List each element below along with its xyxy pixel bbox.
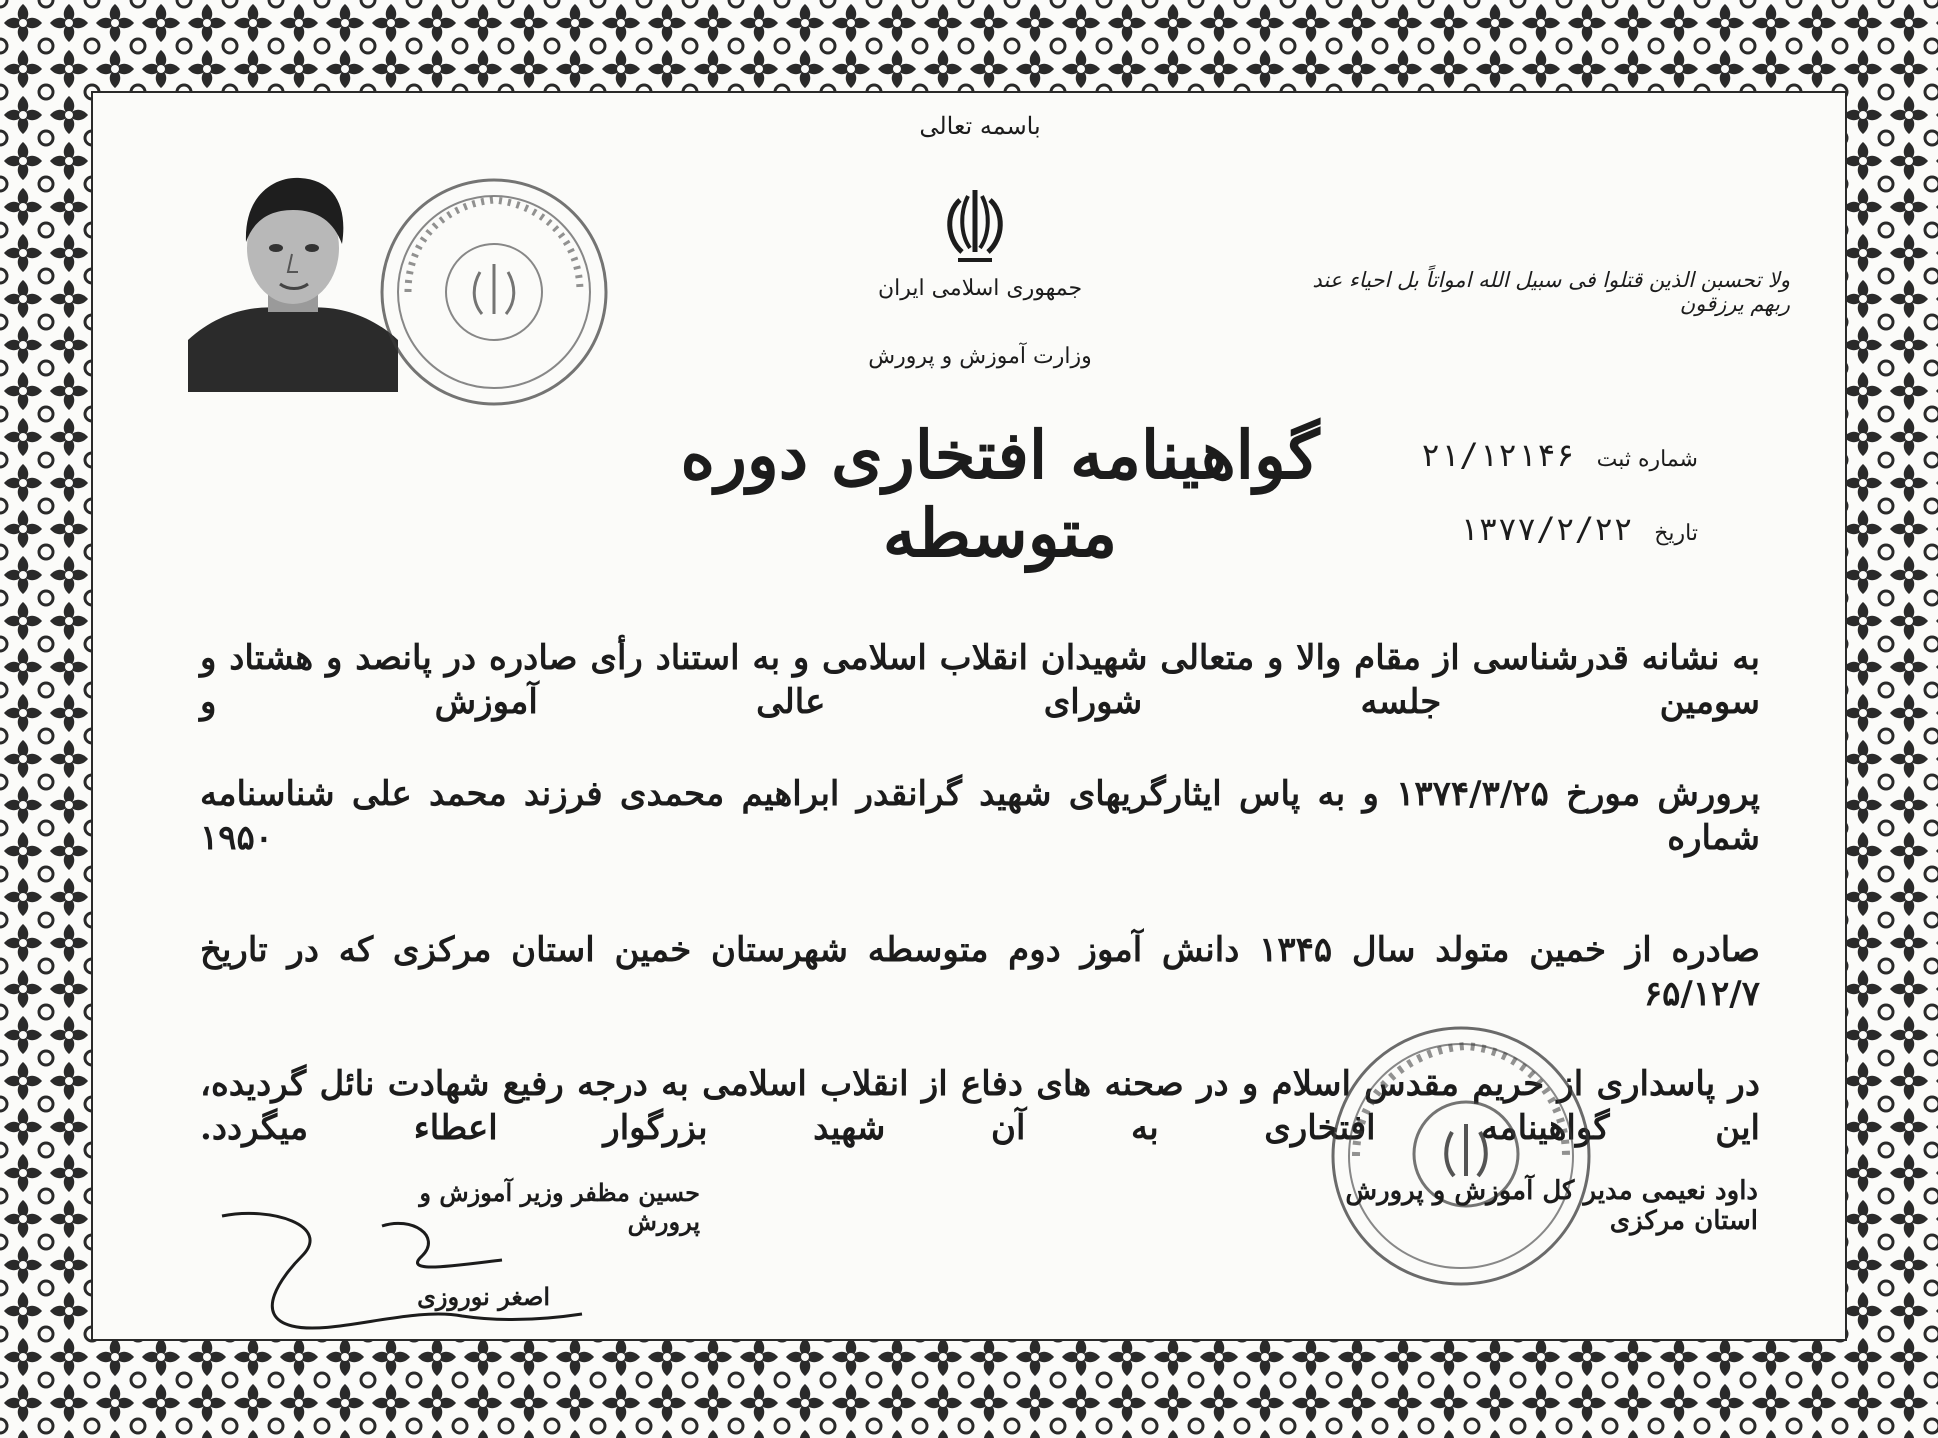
ministry-name: وزارت آموزش و پرورش bbox=[868, 344, 1092, 369]
republic-name: جمهوری اسلامی ایران bbox=[877, 276, 1083, 301]
body-line-4: در پاسداری از حریم مقدس اسلام و در صحنه های دفاع از انقلاب اسلامی به درجه رفیع شهادت نائل گردیده، این گواهینامه افتخاری به آن شهید بزرگوار اعطاء میگردد. bbox=[200, 1064, 1760, 1148]
deputy-name: اصغر نوروزی bbox=[417, 1282, 550, 1311]
minister-title: حسین مظفر وزیر آموزش و پرورش bbox=[419, 1178, 700, 1236]
body-line-2: پرورش مورخ ۱۳۷۴/۳/۲۵ و به پاس ایثارگریهای شهید گرانقدر ابراهیم محمدی فرزند محمد علی شناسنامه شماره ۱۹۵۰ bbox=[200, 774, 1760, 858]
handwritten-signature-icon bbox=[212, 1196, 592, 1346]
director-signature-line: داود نعیمی مدیر کل آموزش و پرورش استان مرکزی bbox=[1345, 1176, 1758, 1236]
portrait-photo bbox=[188, 162, 398, 392]
invocation-text: باسمه تعالی bbox=[919, 112, 1041, 140]
registration-row bbox=[1258, 436, 1698, 474]
body-line-1: به نشانه قدرشناسی از مقام والا و متعالی شهیدان انقلاب اسلامی و به استناد رأی صادره در پانصد و هشتاد و سومین جلسه شورای عالی آموزش و bbox=[200, 638, 1760, 722]
registration-number: ۲۱/۱۲۱۴۶ bbox=[1420, 436, 1575, 474]
iran-emblem-icon bbox=[930, 182, 1020, 268]
ministry-stamp-icon bbox=[368, 168, 620, 416]
quran-verse: ولا تحسبن الذین قتلوا فی سبیل الله امواتاً بل احیاء عند ربهم یرزقون bbox=[1312, 268, 1790, 316]
provincial-stamp-icon bbox=[1316, 1016, 1606, 1296]
issue-date: ۱۳۷۷/۲/۲۲ bbox=[1459, 510, 1633, 548]
date-label: تاریخ bbox=[1654, 521, 1698, 546]
body-line-3: صادره از خمین متولد سال ۱۳۴۵ دانش آموز دوم متوسطه شهرستان خمین استان مرکزی که در تاریخ ۶۵/۱۲/۷ bbox=[200, 930, 1760, 1014]
registration-label: شماره ثبت bbox=[1596, 447, 1698, 472]
date-row bbox=[1258, 510, 1698, 548]
certificate-title: گواهینامه افتخاری دوره متوسطه bbox=[680, 416, 1320, 572]
